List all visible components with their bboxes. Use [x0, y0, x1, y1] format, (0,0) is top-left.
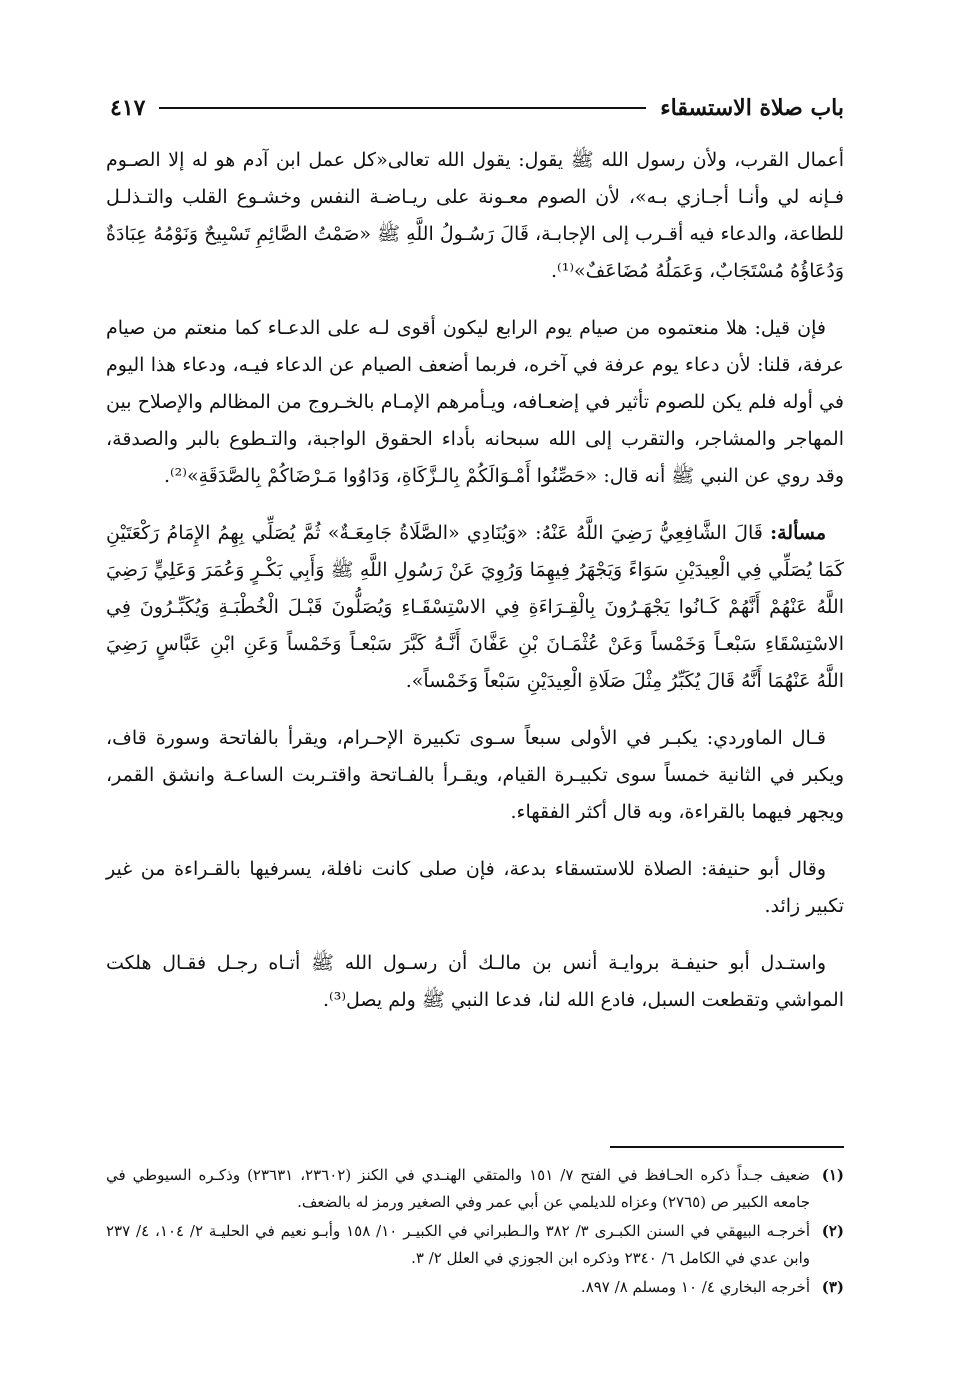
- footnotes: [106, 1162, 844, 1303]
- page-number: ٤١٧: [110, 95, 146, 121]
- footnote-text: أخرجه البخاري ٤/ ١٠ ومسلم ٨/ ٨٩٧.: [580, 1278, 810, 1296]
- masala-label: مسألة:: [770, 522, 826, 544]
- masala-text: قَالَ الشَّافِعِيُّ رَضِيَ اللَّهُ عَنْهُ: «وَيُنَادِي «الصَّلَاةُ جَامِعَـةٌ» ثُمَّ يُصَلِّي بِهِمُ الإِمَامُ رَكْعَتَيْنِ كَمَا يُصَلِّي فِي الْعِيدَيْنِ سَوَاءً وَيَجْهَرُ فِيهِمَا وَرُوِيَ عَنْ رَسُولِ اللَّهِ ﷺ وَأَبِي بَكْـرٍ وَعُمَرَ وَعَلِيٍّ رَضِيَ اللَّهُ عَنْهُمْ أَنَّهُمْ كَـانُوا يَجْهَـرُونَ بِالْقِـرَاءَةِ فِي الاسْتِسْقَـاءِ وَيُصَلُّونَ قَبْـلَ الْخُطْبَـةِ وَيُكَبِّـرُونَ فِي الاسْتِسْقَاءِ سَبْعـاً وَخَمْساً وَعَنْ عُثْمَـانَ بْنِ عَفَّانَ أَنَّـهُ كَبَّرَ سَبْعـاً وَخَمْساً وَعَنِ ابْنِ عَبَّاسٍ رَضِيَ اللَّهُ عَنْهُمَا أَنَّهُ قَالَ يُكَبِّرُ مِثْلَ صَلَاةِ الْعِيدَيْنِ سَبْعاً وَخَمْساً».: [106, 522, 844, 692]
- footnote-number: (١): [821, 1166, 844, 1184]
- footnote-text: أخرجـه البيهقي في السنن الكبـرى ٣/ ٣٨٢ والـطبراني في الكبيـر ١٠/ ١٥٨ وأبـو نعيم في الحليـة ٢/ ١٠٤، ٤/ ٢٣٧ وابن عدي في الكامل ٦/ ٢٣٤٠ وذكره ابن الجوزي في العلل ٢/ ٣.: [106, 1222, 811, 1267]
- chapter-title: باب صلاة الاستسقاء: [660, 95, 844, 121]
- paragraph-5: وقال أبو حنيفة: الصلاة للاستسقاء بدعة، فإن صلى كانت نافلة، يسرفيها بالقـراءة من غير تكبير زائد.: [106, 858, 844, 917]
- footnote-1: [106, 1162, 844, 1216]
- footnote-3: [106, 1274, 844, 1301]
- page-header: [110, 88, 844, 128]
- paragraph-masala: [106, 515, 844, 700]
- footnote-text: ضعيف جـداً ذكره الحـافظ في الفتح ٧/ ١٥١ والمتقي الهنـدي في الكنز (٢٣٦٠٢، ٢٣٦٣١) وذكـره السيوطي في جامعه الكبير ص (٢٧٦٥) وعزاه للديلمي عن أبي عمر وفي الصغير ورمز له بالضعف.: [106, 1166, 810, 1211]
- main-text: [106, 142, 844, 1039]
- paragraph-2: فإن قيل: هلا منعتموه من صيام يوم الرابع ليكون أقوى لـه على الدعـاء كما منعتم من صيام عرفة، قلنا: لأن دعاء يوم عرفة في آخره، فربما أضعف الصيام عن الدعاء فيـه، ودعاء هذا اليوم في أوله فلم يكن للصوم تأثير في إضعـافه، ويـأمرهم الإمـام بالخـروج من المظالم والإصلاح بين المهاجر والمشاجر، والتقرب إلى الله سبحانه بأداء الحقوق الواجبة، والتـطوع بالبر والصدقة، وقد روي عن النبي ﷺ أنه قال: «حَصِّنُوا أَمْـوَالَكُمْ بِالـزَّكَاةِ، وَدَاوُوا مَـرْضَاكُمْ بِالصَّدَقَةِ»⁽²⁾.: [106, 317, 844, 487]
- footnote-rule: [610, 1146, 844, 1148]
- paragraph-6: واستـدل أبو حنيفـة بروايـة أنس بن مالـك أن رسـول الله ﷺ أتـاه رجـل فقـال هلكت المواشي وتقطعت السبل، فادع الله لنا، فدعا النبي ﷺ ولم يصل⁽³⁾.: [106, 952, 844, 1011]
- footnote-number: (٢): [821, 1222, 844, 1240]
- paragraph-1: أعمال القرب، ولأن رسول الله ﷺ يقول: يقول الله تعالى«كل عمل ابن آدم هو له إلا الصـوم فـإنه لي وأنـا أجـازي بـه»، لأن الصوم معـونة على ريـاضـة النفس وخشـوع القلب والتـذلـل للطاعة، والدعاء فيه أقـرب إلى الإجابـة، قَالَ رَسُـولُ اللَّهِ ﷺ «صَمْتُ الصَّائِمِ تَسْبِيحٌ وَنَوْمُهُ عِبَادَةٌ وَدُعَاؤُهُ مُسْتَجَابٌ، وَعَمَلُهُ مُضَاعَفٌ»⁽¹⁾.: [106, 149, 844, 282]
- header-rule: [159, 107, 646, 109]
- paragraph-4: قـال الماوردي: يكبـر في الأولى سبعاً سـوى تكبيرة الإحـرام، ويقرأ بالفاتحة وسورة قاف، ويكبر في الثانية خمساً سوى تكبيـرة القيام، ويقـرأ بالفـاتحة واقتـربت الساعـة وانشق القمر، ويجهر فيهما بالقراءة، وبه قال أكثر الفقهاء.: [106, 727, 844, 823]
- footnote-number: (٣): [821, 1278, 844, 1296]
- footnote-2: [106, 1218, 844, 1272]
